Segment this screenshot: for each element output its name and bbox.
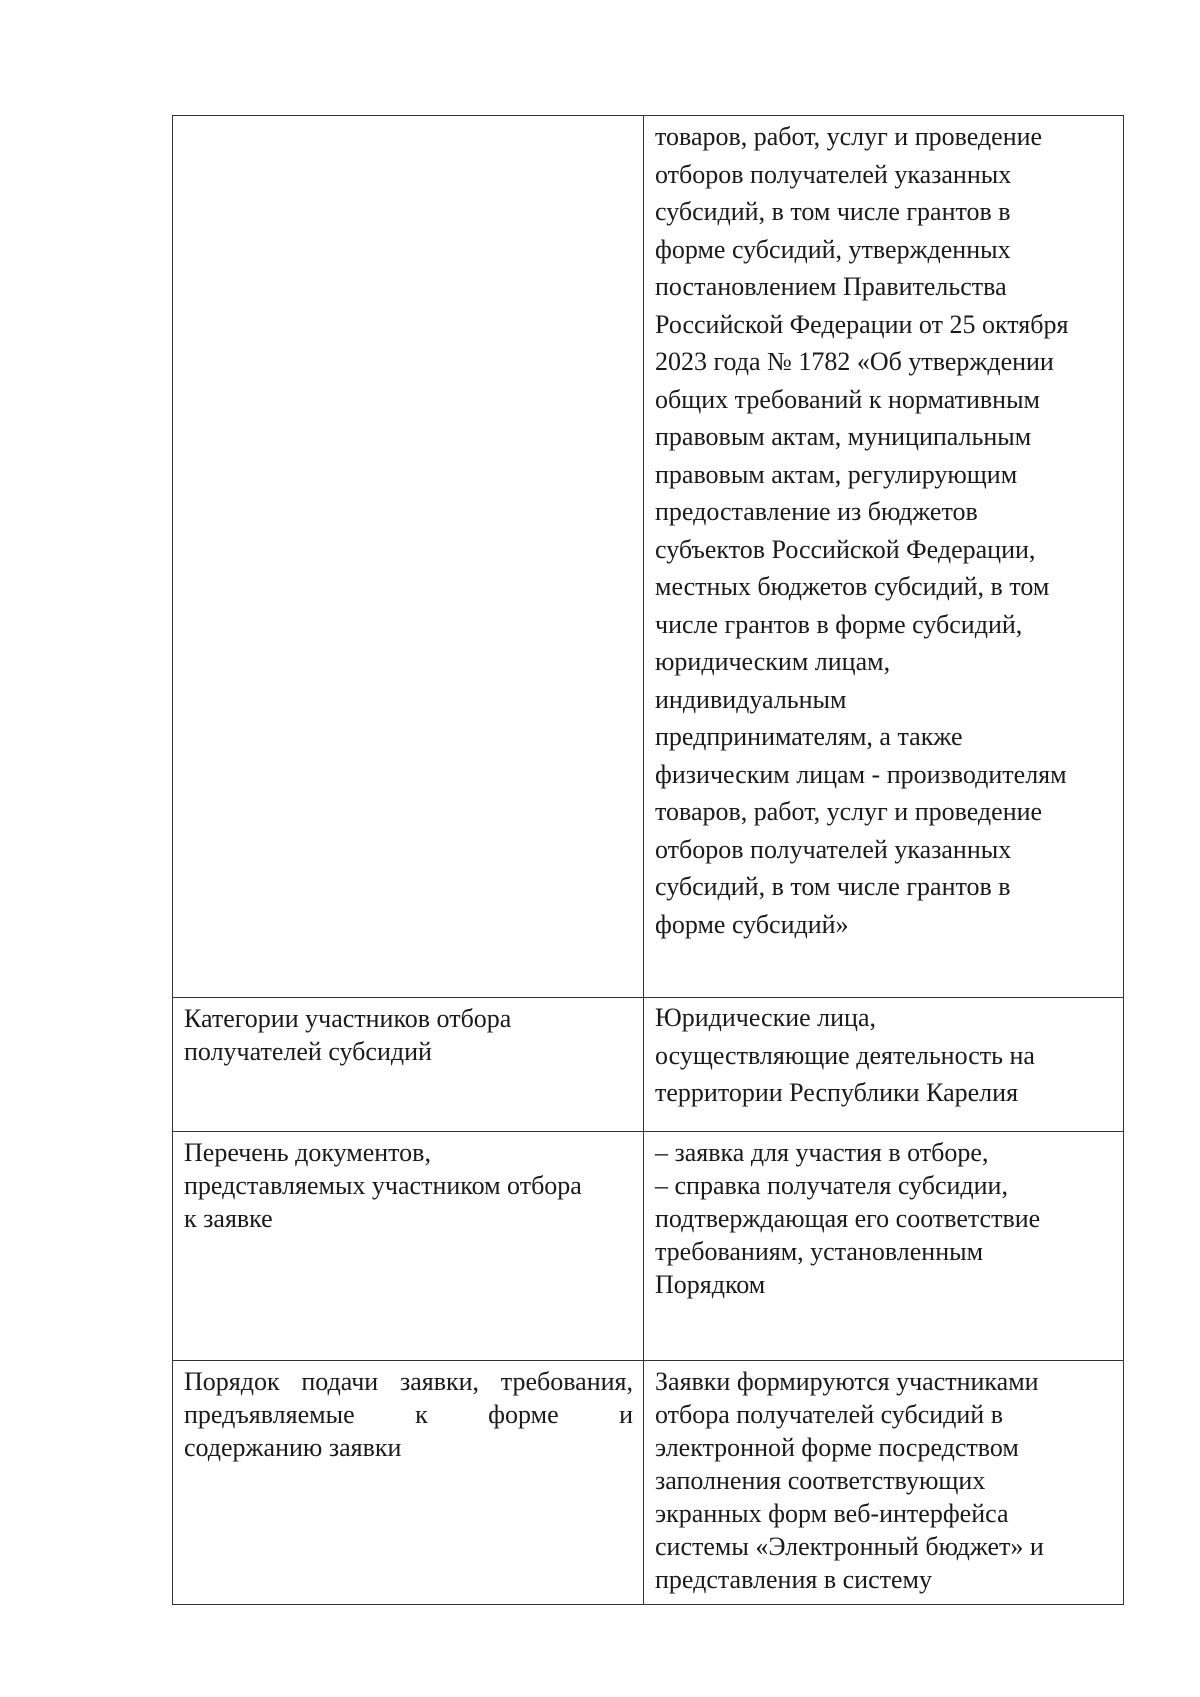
table-cell-label (173, 1361, 644, 1605)
row-label-application-procedure-line3: содержанию заявки (184, 1433, 402, 1462)
table-cell-empty (173, 116, 644, 998)
table-cell-legal-reference (644, 116, 1124, 998)
table-cell-label (173, 998, 644, 1132)
cell-text: товаров, работ, услуг и проведение отборов получателей указанных субсидий, в том числе грантов в форме субсидий, утвержденных постановлением Правительства Российской Федерации от 25 октября 2023 года № 1782 «Об утверждении общих требований к нормативным правовым актам, муниципальным правовым актам, регулирующим предоставление из бюджетов субъектов Российской Федерации, местных бюджетов субсидий, в том числе грантов в форме субсидий, юридическим лицам, индивидуальным предпринимателям, а также физическим лицам - производителям товаров, работ, услуг и проведение отборов получателей указанных субсидий, в том числе грантов в форме субсидий» (655, 122, 1069, 939)
table-row (173, 1361, 1124, 1605)
table-row (173, 998, 1124, 1132)
document-table (172, 115, 1124, 1605)
table-cell-value (644, 998, 1124, 1132)
row-label-application-procedure-line1: Порядок подачи заявки, требования, (184, 1367, 633, 1396)
row-value-participant-categories: Юридические лица, осуществляющие деятельность на территории Республики Карелия (655, 1003, 1035, 1107)
table-cell-label (173, 1132, 644, 1361)
table-cell-value (644, 1132, 1124, 1361)
row-value-documents-list: – заявка для участия в отборе, – справка получателя субсидии, подтверждающая его соответствие требованиям, установленным Порядком (655, 1138, 1041, 1299)
table-cell-value (644, 1361, 1124, 1605)
row-value-application-procedure: Заявки формируются участниками отбора получателей субсидий в электронной форме посредством заполнения соответствующих экранных форм веб-интерфейса системы «Электронный бюджет» и представления в систему (655, 1367, 1044, 1594)
table-row (173, 116, 1124, 998)
row-label-participant-categories: Категории участников отбора получателей субсидий (184, 1004, 512, 1066)
table-row (173, 1132, 1124, 1361)
row-label-documents-list: Перечень документов, представляемых участником отбора к заявке (184, 1138, 582, 1233)
row-label-application-procedure-line2: предъявляемые к форме и (184, 1400, 633, 1429)
